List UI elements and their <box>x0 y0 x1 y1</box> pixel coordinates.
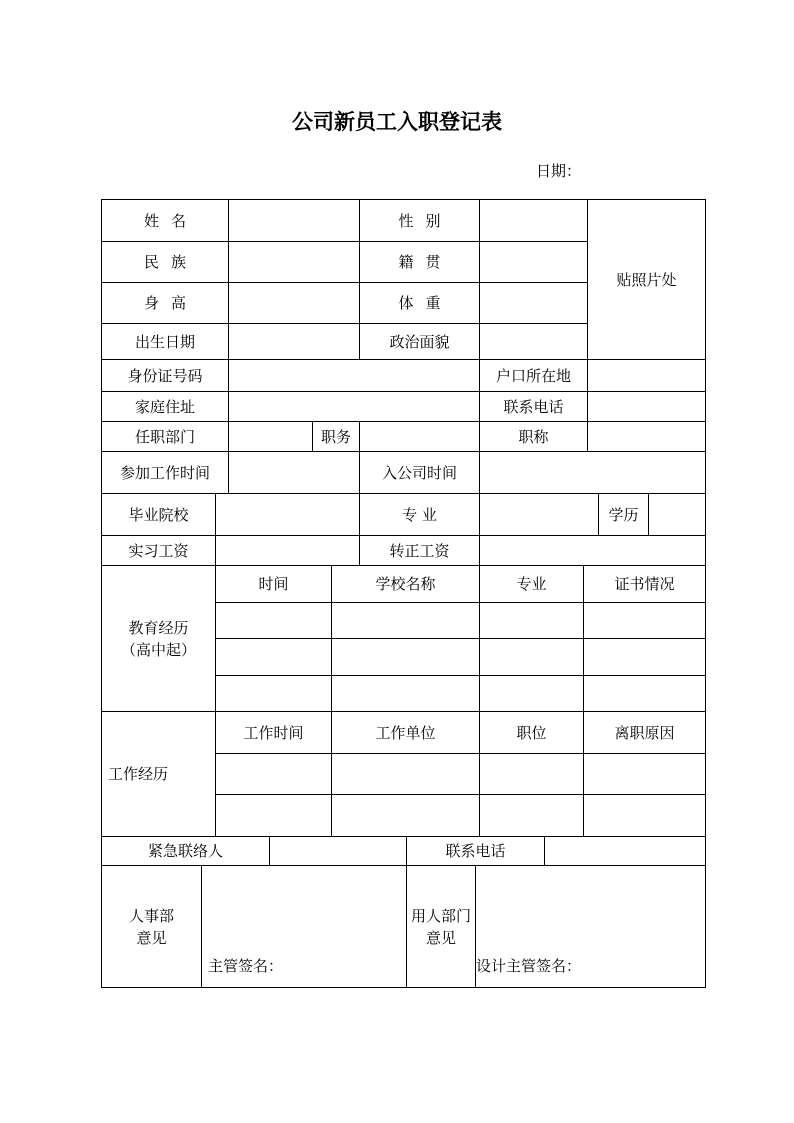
edu-header-major: 专业 <box>479 565 584 603</box>
label-ethnicity: 民 族 <box>101 241 229 283</box>
label-hr-opinion: 人事部 意见 <box>101 865 202 988</box>
label-work-history: 工作经历 <box>101 711 216 837</box>
edu-cell[interactable] <box>583 602 706 639</box>
label-contact-phone: 联系电话 <box>479 391 588 422</box>
input-household-location[interactable] <box>587 359 706 392</box>
work-cell[interactable] <box>215 794 332 837</box>
registration-form <box>101 199 706 988</box>
input-regular-salary[interactable] <box>479 535 706 566</box>
work-cell[interactable] <box>479 753 584 795</box>
edu-header-time: 时间 <box>215 565 332 603</box>
label-emergency-phone: 联系电话 <box>406 836 545 866</box>
label-id-number: 身份证号码 <box>101 359 229 392</box>
edu-cell[interactable] <box>479 602 584 639</box>
input-home-address[interactable] <box>228 391 480 422</box>
photo-area[interactable]: 贴照片处 <box>587 199 706 360</box>
input-join-date[interactable] <box>479 451 706 494</box>
label-native-place: 籍 贯 <box>359 241 480 283</box>
label-work-start: 参加工作时间 <box>101 451 229 494</box>
hr-opinion-box[interactable] <box>201 865 407 988</box>
label-graduate-school: 毕业院校 <box>101 493 216 536</box>
input-gender[interactable] <box>479 199 588 242</box>
work-header-company: 工作单位 <box>331 711 480 754</box>
label-household-location: 户口所在地 <box>479 359 588 392</box>
input-title-rank[interactable] <box>587 421 706 452</box>
input-birth-date[interactable] <box>228 323 360 360</box>
label-birth-date: 出生日期 <box>101 323 229 360</box>
edu-cell[interactable] <box>331 675 480 712</box>
label-education: 教育经历 （高中起） <box>101 565 216 712</box>
edu-cell[interactable] <box>479 638 584 676</box>
work-header-time: 工作时间 <box>215 711 332 754</box>
label-degree: 学历 <box>598 493 649 536</box>
edu-header-certificate: 证书情况 <box>583 565 706 603</box>
input-name[interactable] <box>228 199 360 242</box>
label-gender: 性 别 <box>359 199 480 242</box>
edu-cell[interactable] <box>215 602 332 639</box>
edu-header-school: 学校名称 <box>331 565 480 603</box>
edu-cell[interactable] <box>331 638 480 676</box>
input-contact-phone[interactable] <box>587 391 706 422</box>
work-cell[interactable] <box>331 794 480 837</box>
dept-opinion-box[interactable] <box>475 865 706 988</box>
work-cell[interactable] <box>479 794 584 837</box>
label-major: 专 业 <box>359 493 480 536</box>
input-graduate-school[interactable] <box>215 493 360 536</box>
input-degree[interactable] <box>648 493 706 536</box>
label-title-rank: 职称 <box>479 421 588 452</box>
label-name: 姓 名 <box>101 199 229 242</box>
edu-cell[interactable] <box>583 638 706 676</box>
label-home-address: 家庭住址 <box>101 391 229 422</box>
input-ethnicity[interactable] <box>228 241 360 283</box>
label-political-status: 政治面貌 <box>359 323 480 360</box>
input-native-place[interactable] <box>479 241 588 283</box>
input-work-start[interactable] <box>228 451 360 494</box>
edu-cell[interactable] <box>583 675 706 712</box>
work-cell[interactable] <box>331 753 480 795</box>
label-height: 身 高 <box>101 282 229 324</box>
input-position[interactable] <box>359 421 480 452</box>
edu-cell[interactable] <box>215 675 332 712</box>
input-weight[interactable] <box>479 282 588 324</box>
form-title: 公司新员工入职登记表 <box>292 109 502 134</box>
work-header-position: 职位 <box>479 711 584 754</box>
label-position: 职务 <box>312 421 360 452</box>
label-join-date: 入公司时间 <box>359 451 480 494</box>
input-emergency-phone[interactable] <box>544 836 706 866</box>
input-height[interactable] <box>228 282 360 324</box>
input-department[interactable] <box>228 421 313 452</box>
label-dept-opinion: 用人部门 意见 <box>406 865 476 988</box>
hr-signature-label: 主管签名： <box>208 957 284 975</box>
edu-cell[interactable] <box>215 638 332 676</box>
date-label: 日期： <box>536 162 582 180</box>
label-intern-salary: 实习工资 <box>101 535 216 566</box>
work-cell[interactable] <box>583 794 706 837</box>
edu-cell[interactable] <box>479 675 584 712</box>
input-political-status[interactable] <box>479 323 588 360</box>
label-department: 任职部门 <box>101 421 229 452</box>
work-cell[interactable] <box>215 753 332 795</box>
work-header-leave-reason: 离职原因 <box>583 711 706 754</box>
label-regular-salary: 转正工资 <box>359 535 480 566</box>
input-intern-salary[interactable] <box>215 535 360 566</box>
label-weight: 体 重 <box>359 282 480 324</box>
label-emergency-contact: 紧急联络人 <box>101 836 270 866</box>
input-emergency-contact[interactable] <box>269 836 407 866</box>
work-cell[interactable] <box>583 753 706 795</box>
dept-signature-label: 设计主管签名： <box>476 957 582 975</box>
input-id-number[interactable] <box>228 359 480 392</box>
edu-cell[interactable] <box>331 602 480 639</box>
input-major[interactable] <box>479 493 599 536</box>
